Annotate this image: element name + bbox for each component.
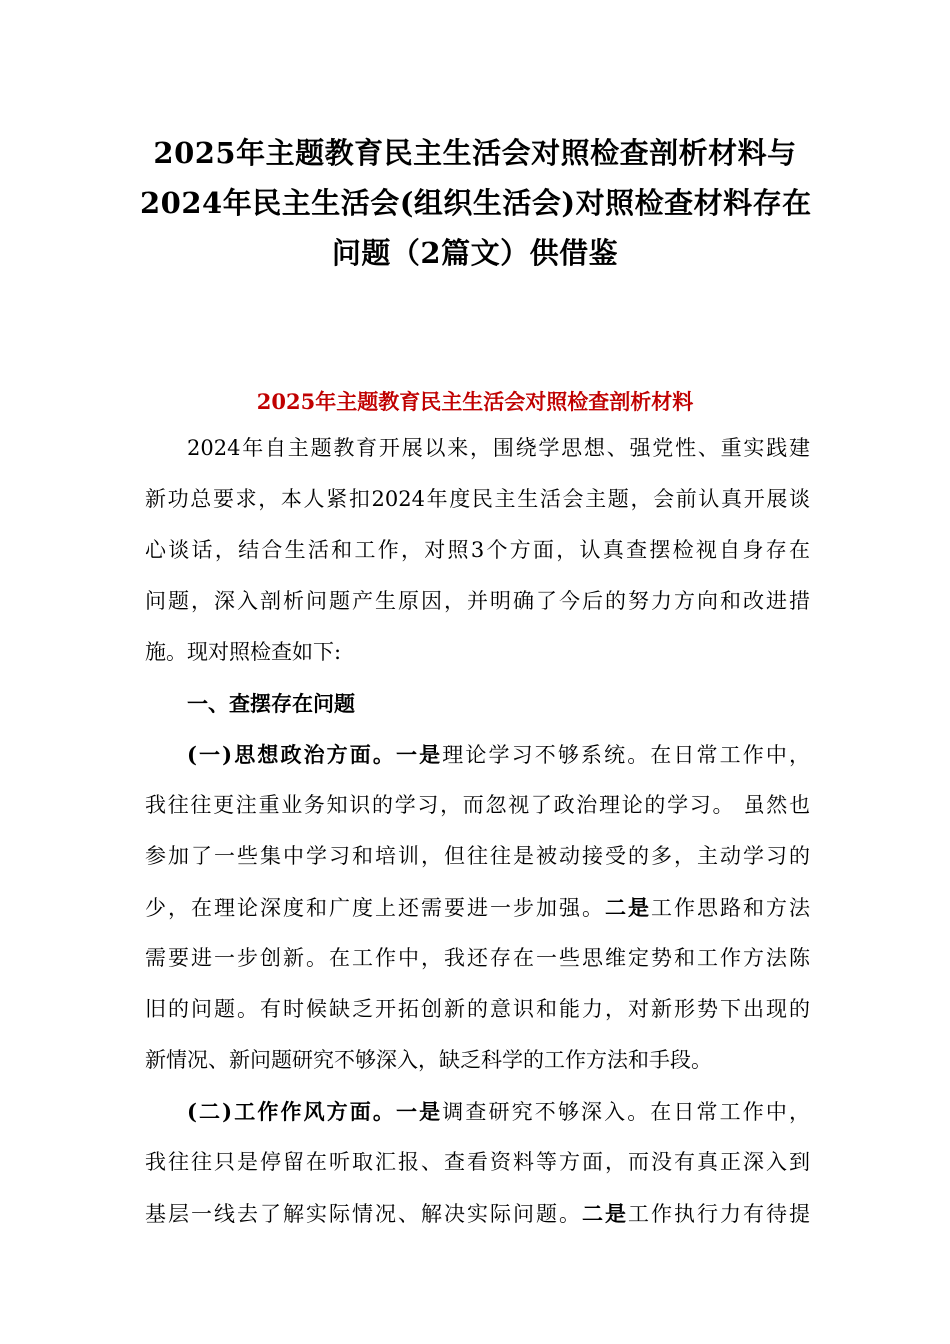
intro-line: 新功总要求，本人紧扣2024年度民主生活会主题，会前认真开展谈 (145, 487, 810, 511)
title-line-1: 2025年主题教育民主生活会对照检查剖析材料与 (153, 136, 797, 170)
sub2-marker-2: 二是 (582, 1201, 628, 1226)
title-line-2: 2024年民主生活会(组织生活会)对照检查材料存在 (140, 186, 812, 220)
sub1-label: (一)思想政治方面。 (187, 742, 397, 767)
sub1-line: 我往往更注重业务知识的学习，而忽视了政治理论的学习。 虽然也 (145, 793, 810, 817)
title-line-3: 问题（2篇文）供借鉴 (331, 236, 619, 270)
sub1-marker-2: 二是 (605, 895, 651, 920)
sub2-line3-post: 工作执行力有待提 (628, 1202, 810, 1226)
sub1-line-4 (145, 882, 810, 933)
sub1-line: 旧的问题。有时候缺乏开拓创新的意识和能力，对新形势下出现的 (145, 997, 810, 1021)
sub1-first-text: 理论学习不够系统。在日常工作中， (442, 743, 811, 767)
sub1-line4-pre: 少，在理论深度和广度上还需要进一步加强。 (145, 896, 605, 920)
sub1-first-line (145, 729, 810, 780)
sub2-line-3 (145, 1188, 810, 1239)
intro-line: 施。现对照检查如下: (145, 640, 342, 664)
document-title (140, 128, 810, 278)
sub2-line: 我往往只是停留在听取汇报、查看资料等方面，而没有真正深入到 (145, 1150, 810, 1174)
sub2-first-text: 调查研究不够深入。在日常工作中， (442, 1100, 811, 1124)
sub1-line4-post: 工作思路和方法 (651, 896, 810, 920)
section-title: 2025年主题教育民主生活会对照检查剖析材料 (256, 389, 694, 414)
sub1-marker-1: 一是 (396, 742, 443, 767)
document-body (145, 423, 810, 1239)
sub2-line3-pre: 基层一线去了解实际情况、解决实际问题。 (145, 1202, 582, 1226)
sub2-marker-1: 一是 (396, 1099, 443, 1124)
sub1-line: 新情况、新问题研究不够深入，缺乏科学的工作方法和手段。 (145, 1048, 712, 1072)
heading-problems: 一、查摆存在问题 (187, 691, 355, 716)
intro-line: 心谈话，结合生活和工作，对照3个方面，认真查摆检视自身存在 (145, 538, 810, 562)
intro-line: 2024年自主题教育开展以来，围绕学思想、强党性、重实践建 (187, 436, 810, 460)
intro-line: 问题，深入剖析问题产生原因，并明确了今后的努力方向和改进措 (145, 589, 810, 613)
sub1-line: 参加了一些集中学习和培训，但往往是被动接受的多，主动学习的 (145, 844, 810, 868)
sub1-line: 需要进一步创新。在工作中，我还存在一些思维定势和工作方法陈 (145, 946, 810, 970)
sub2-label: (二)工作作风方面。 (187, 1099, 397, 1124)
sub2-first-line (145, 1086, 810, 1137)
